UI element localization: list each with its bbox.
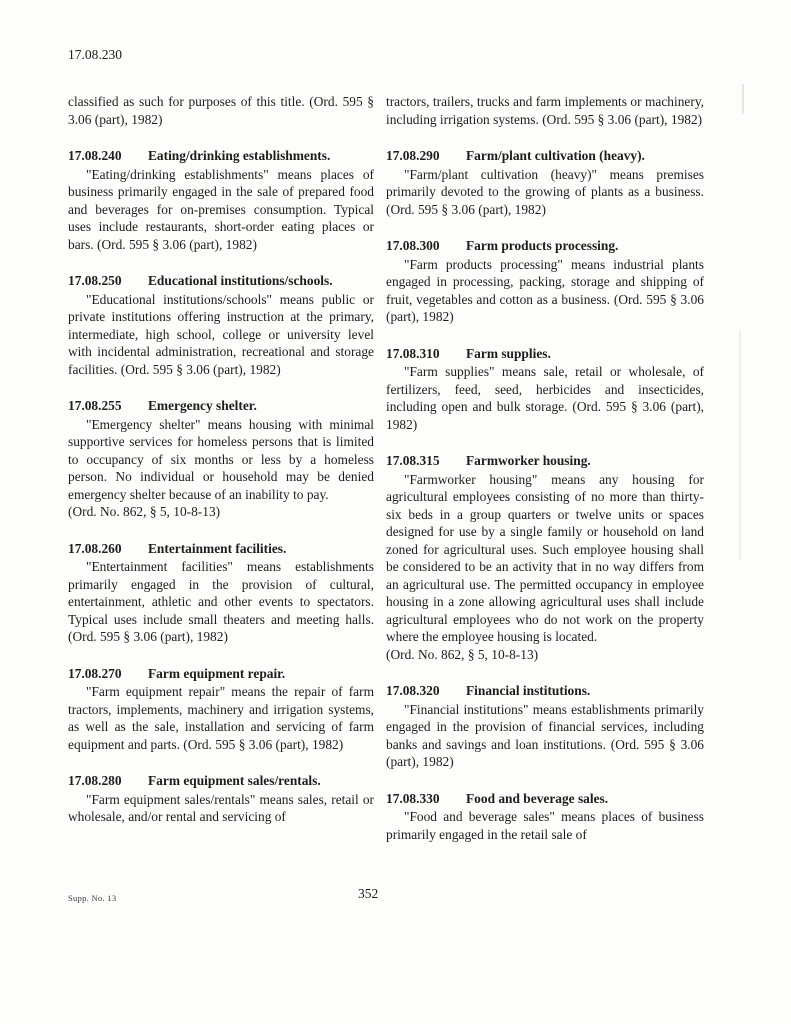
footer-supplement-note: Supp. No. 13: [68, 893, 117, 903]
two-column-text-area: [68, 93, 791, 843]
scan-artifact: [739, 330, 741, 560]
section-17-08-315: [386, 452, 704, 663]
section-number: 17.08.270: [68, 665, 122, 681]
section-body: "Farm/plant cultivation (heavy)" means premises primarily devoted to the growing of plants as a business. (Ord. 595 § 3.06 (part), 1982): [386, 166, 704, 217]
section-heading: [68, 540, 374, 558]
section-number: 17.08.330: [386, 790, 440, 806]
section-number: 17.08.315: [386, 453, 440, 468]
section-17-08-280: [68, 772, 374, 826]
section-heading: [68, 147, 374, 165]
continuation-paragraph: classified as such for purposes of this title. (Ord. 595 § 3.06 (part), 1982): [68, 94, 374, 127]
section-title: Farm products processing.: [466, 238, 619, 253]
section-body: "Farm supplies" means sale, retail or wholesale, of fertilizers, feed, seed, herbicides and insecticides, including open and bulk storage. (Ord. 595 § 3.06 (part), 1982): [386, 364, 704, 432]
section-17-08-250: [68, 272, 374, 378]
section-title: Farm supplies.: [466, 345, 551, 361]
section-heading: [386, 682, 704, 700]
footer-page-number: 352: [358, 886, 379, 901]
ordinance-ref: (Ord. No. 862, § 5, 10-8-13): [386, 646, 539, 662]
section-17-08-300: [386, 237, 704, 326]
section-title: Emergency shelter.: [148, 398, 257, 413]
section-title: Farmworker housing.: [466, 453, 591, 468]
section-17-08-330: [386, 790, 704, 844]
section-body: "Educational institutions/schools" means public or private institutions offering instruction at the primary, intermediate, high school, college or university level with incidental administration, recreational and storage facilities. (Ord. 595 § 3.06 (part), 1982): [68, 291, 374, 377]
section-body: "Entertainment facilities" means establishments primarily engaged in the provision of cultural, entertainment, athletic and other events to spectators. Typical uses include small theaters and meeting halls. (Ord. 595 § 3.06 (part), 1982): [68, 559, 374, 644]
section-17-08-255: [68, 397, 374, 521]
section-number: 17.08.310: [386, 345, 440, 361]
section-title: Entertainment facilities.: [148, 540, 287, 556]
section-17-08-290: [386, 147, 704, 218]
section-number: 17.08.300: [386, 238, 440, 253]
section-17-08-320: [386, 682, 704, 771]
section-heading: [68, 272, 374, 290]
section-number: 17.08.240: [68, 148, 122, 163]
section-heading: [386, 147, 704, 165]
section-body: "Farm equipment sales/rentals" means sales, retail or wholesale, and/or rental and servicing of: [68, 791, 374, 824]
continuation-paragraph: tractors, trailers, trucks and farm implements or machinery, including irrigation systems. (Ord. 595 § 3.06 (part), 1982): [386, 94, 704, 127]
section-17-08-260: [68, 540, 374, 646]
section-heading: [386, 452, 704, 470]
section-body: "Financial institutions" means establishments primarily engaged in the provision of financial services, including banks and savings and loan institutions. (Ord. 595 § 3.06 (part), 1982): [386, 701, 704, 769]
section-body: "Farmworker housing" means any housing for agricultural employees consisting of no more than thirty-six beds in a group quarters or twelve units or spaces designed for use by a single family or household on land zoned for agricultural uses. Such employee housing shall be considered to be an activity that in no way differs from an agricultural use. The permitted occupancy in employee housing in a zone allowing agricultural uses shall include agricultural employees who do not work on the property where the employee housing is located.: [386, 471, 704, 644]
section-body: "Emergency shelter" means housing with minimal supportive services for homeless persons that is limited to occupancy of six months or less by a homeless person. No individual or household may be denied emergency shelter because of an inability to pay.: [68, 416, 374, 502]
section-body: "Farm products processing" means industrial plants engaged in processing, packing, storage and shipping of fruit, vegetables and cotton as a business. (Ord. 595 § 3.06 (part), 1982): [386, 256, 704, 324]
section-title: Financial institutions.: [466, 683, 591, 698]
right-column: [386, 93, 704, 843]
section-title: Eating/drinking establishments.: [148, 148, 331, 163]
section-heading: [68, 397, 374, 415]
section-title: Farm/plant cultivation (heavy).: [466, 148, 645, 163]
left-column: [68, 93, 374, 843]
section-number: 17.08.250: [68, 273, 122, 288]
section-body: "Farm equipment repair" means the repair of farm tractors, implements, machinery and irrigation systems, as well as the sale, installation and servicing of farm equipment and parts. (Ord. 595 § 3.06 (part), 1982): [68, 684, 374, 752]
section-17-08-240: [68, 147, 374, 253]
section-title: Educational institutions/schools.: [148, 273, 333, 288]
scan-artifact: [742, 84, 744, 114]
section-heading: [386, 790, 704, 808]
section-number: 17.08.290: [386, 148, 440, 163]
section-title: Farm equipment sales/rentals.: [148, 773, 321, 788]
section-title: Food and beverage sales.: [466, 790, 609, 806]
section-body: "Eating/drinking establishments" means places of business primarily engaged in the sale of prepared food and beverages for on-premises consumption. Typical uses include restaurants, short-order eating places or bars. (Ord. 595 § 3.06 (part), 1982): [68, 166, 374, 252]
section-heading: [68, 772, 374, 790]
page-corner-section-ref: 17.08.230: [68, 47, 122, 62]
section-number: 17.08.280: [68, 773, 122, 788]
ordinance-ref: (Ord. No. 862, § 5, 10-8-13): [68, 504, 221, 519]
section-number: 17.08.260: [68, 540, 122, 556]
section-number: 17.08.255: [68, 398, 122, 413]
section-17-08-270: [68, 665, 374, 754]
section-heading: [386, 237, 704, 255]
section-17-08-310: [386, 345, 704, 434]
section-body: "Food and beverage sales" means places of business primarily engaged in the retail sale of: [386, 809, 704, 842]
section-number: 17.08.320: [386, 683, 440, 698]
section-heading: [68, 665, 374, 683]
section-heading: [386, 345, 704, 363]
section-title: Farm equipment repair.: [148, 665, 286, 681]
